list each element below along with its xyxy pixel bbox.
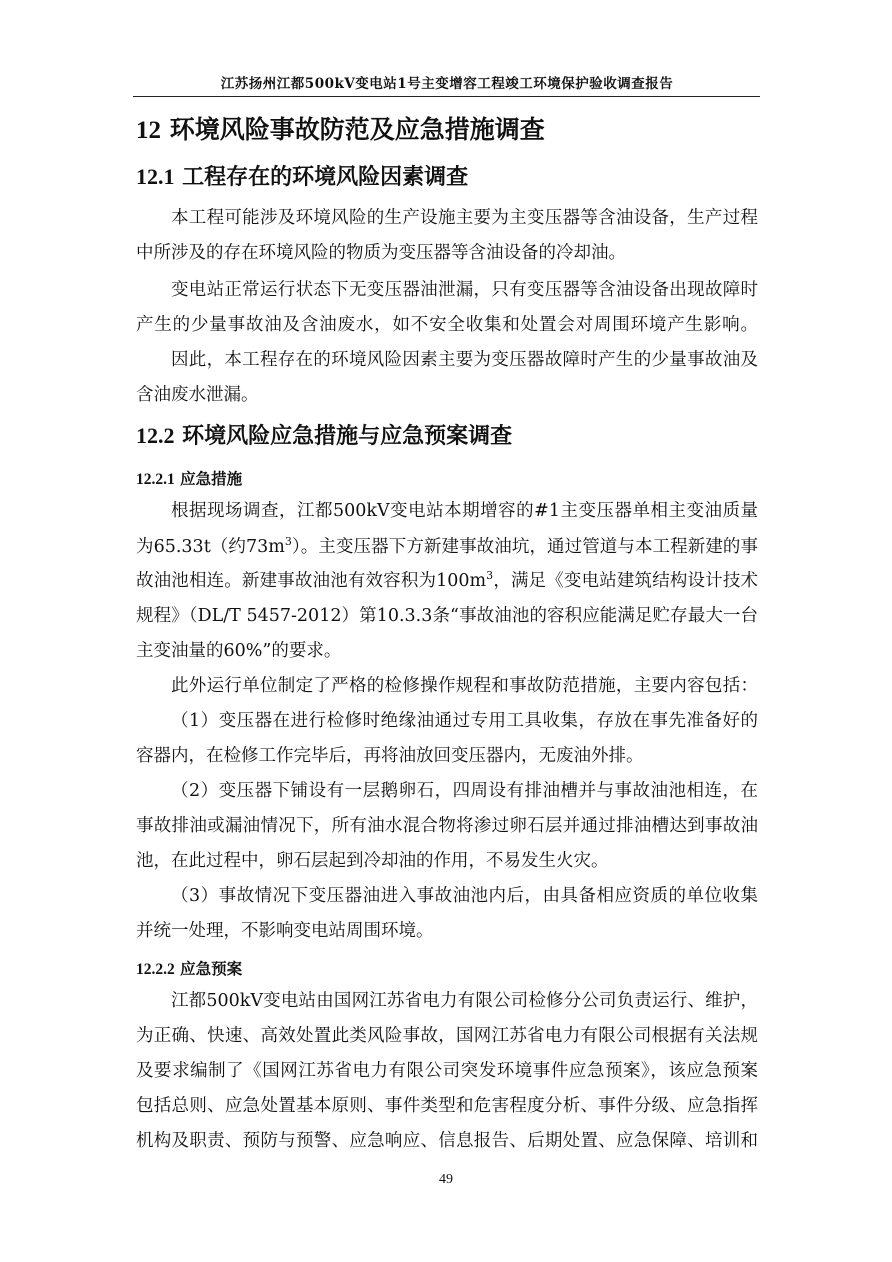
- section-number: 12.2.2: [136, 961, 175, 978]
- paragraph-line: 包括总则、应急处置基本原则、事件类型和危害程度分析、事件分级、应急指挥: [136, 1096, 758, 1116]
- section-12-2-1-heading: [136, 467, 242, 489]
- paragraph-line: 因此，本工程存在的环境风险因素主要为变压器故障时产生的少量事故油及: [171, 350, 758, 370]
- superscript: 3: [486, 569, 494, 583]
- section-12-2-heading: [136, 419, 512, 450]
- paragraph-line: [136, 570, 758, 592]
- paragraph-line: 事故排油或漏油情况下，所有油水混合物将渗过卵石层并通过排油槽达到事故油: [136, 816, 758, 836]
- paragraph-line: 容器内，在检修工作完毕后，再将油放回变压器内，无废油外排。: [136, 746, 644, 766]
- section-number: 12.2: [136, 423, 175, 448]
- text-run: ）。主变压器下方新建事故油坑，通过管道与本工程新建的事: [291, 537, 759, 557]
- paragraph-line: 为正确、快速、高效处置此类风险事故，国网江苏省电力有限公司根据有关法规: [136, 1026, 758, 1046]
- paragraph-line: （2）变压器下铺设有一层鹅卵石，四周设有排油槽并与事故油池相连，在: [171, 781, 758, 801]
- page-number: 49: [439, 1172, 453, 1187]
- header-divider: [133, 96, 760, 97]
- section-number: 12.1: [136, 164, 175, 189]
- paragraph-line: 并统一处理，不影响变电站周围环境。: [136, 921, 434, 941]
- paragraph-line: 产生的少量事故油及含油废水，如不安全收集和处置会对周围环境产生影响。: [136, 315, 758, 335]
- running-header: 江苏扬州江都500kV变电站1号主变增容工程竣工环境保护验收调查报告: [220, 76, 674, 92]
- paragraph-line: 主变油量的60%”的要求。: [136, 641, 342, 661]
- paragraph-line: 江都500kV变电站由国网江苏省电力有限公司检修分公司负责运行、维护，: [171, 991, 758, 1011]
- section-number: 12: [136, 117, 161, 144]
- text-run: 故油池相连。新建事故油池有效容积为100m: [136, 571, 487, 591]
- section-title: 环境风险事故防范及应急措施调查: [169, 115, 545, 144]
- superscript: 3: [284, 535, 292, 549]
- paragraph-line: 本工程可能涉及环境风险的生产设施主要为主变压器等含油设备，生产过程: [171, 208, 758, 228]
- paragraph-line: （3）事故情况下变压器油进入事故油池内后，由具备相应资质的单位收集: [171, 886, 758, 906]
- section-12-2-2-heading: [136, 957, 242, 979]
- paragraph-line: 含油废水泄漏。: [136, 385, 259, 405]
- paragraph-line: 及要求编制了《国网江苏省电力有限公司突发环境事件应急预案》，该应急预案: [136, 1061, 758, 1081]
- paragraph-line: 中所涉及的存在环境风险的物质为变压器等含油设备的冷却油。: [136, 243, 626, 263]
- section-12-heading: [136, 110, 545, 146]
- section-12-1-heading: [136, 160, 468, 191]
- text-run: ，满足《变电站建筑结构设计技术: [493, 571, 758, 591]
- section-title: 工程存在的环境风险因素调查: [182, 164, 469, 190]
- paragraph-line: 变电站正常运行状态下无变压器油泄漏，只有变压器等含油设备出现故障时: [171, 280, 758, 300]
- paragraph-line: [136, 536, 758, 558]
- paragraph-line: 规程》（DL/T 5457-2012）第10.3.3条“事故油池的容积应能满足贮存最大一台: [136, 606, 758, 626]
- section-title: 应急预案: [180, 959, 243, 978]
- section-number: 12.2.1: [136, 471, 175, 488]
- paragraph-line: 根据现场调查，江都500kV变电站本期增容的#1主变压器单相主变油质量: [171, 501, 758, 521]
- paragraph-line: 机构及职责、预防与预警、应急响应、信息报告、后期处置、应急保障、培训和: [136, 1131, 758, 1151]
- paragraph-line: 池，在此过程中，卵石层起到冷却油的作用，不易发生火灾。: [136, 851, 609, 871]
- paragraph-line: （1）变压器在进行检修时绝缘油通过专用工具收集，存放在事先准备好的: [171, 711, 758, 731]
- section-title: 环境风险应急措施与应急预案调查: [182, 423, 513, 449]
- text-run: 为65.33t（约73m: [136, 537, 285, 557]
- paragraph-line: 此外运行单位制定了严格的检修操作规程和事故防范措施，主要内容包括：: [171, 676, 758, 696]
- section-title: 应急措施: [180, 469, 243, 488]
